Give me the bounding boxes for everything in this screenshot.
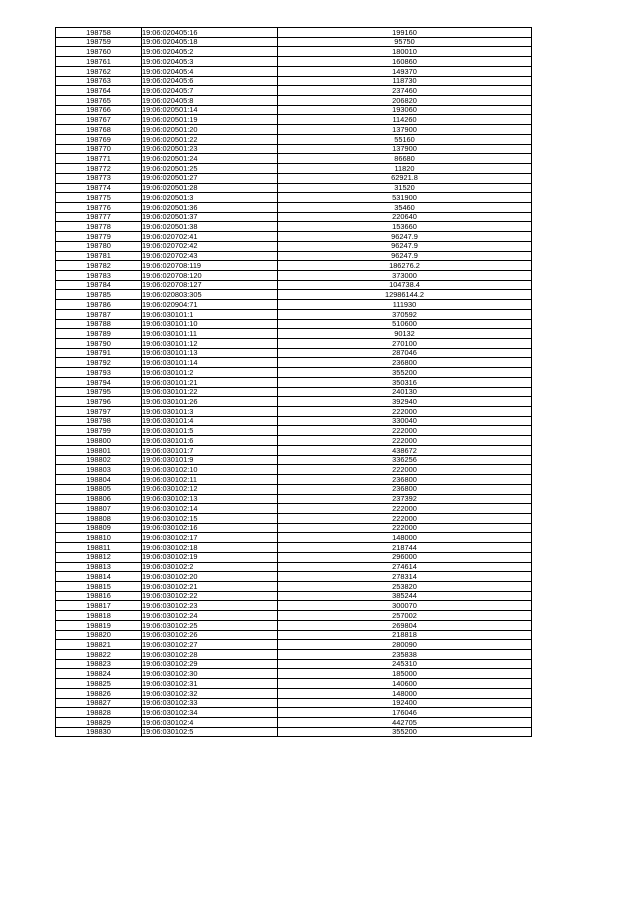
cadastral-number-cell: 19:06:020501:14 <box>142 105 278 115</box>
table-row <box>56 436 532 446</box>
cadastral-number-cell: 19:06:030101:3 <box>142 407 278 417</box>
value-cell: 90132 <box>278 329 532 339</box>
table-row <box>56 397 532 407</box>
row-number-cell: 198763 <box>56 76 142 86</box>
cadastral-number-cell: 19:06:020405:4 <box>142 66 278 76</box>
table-row <box>56 261 532 271</box>
cadastral-number-cell: 19:06:030101:14 <box>142 358 278 368</box>
row-number-cell: 198787 <box>56 309 142 319</box>
table-row <box>56 572 532 582</box>
value-cell: 104738.4 <box>278 280 532 290</box>
value-cell: 222000 <box>278 523 532 533</box>
cadastral-number-cell: 19:06:030102:31 <box>142 679 278 689</box>
table-row <box>56 339 532 349</box>
value-cell: 355200 <box>278 727 532 737</box>
table-row <box>56 523 532 533</box>
row-number-cell: 198814 <box>56 572 142 582</box>
cadastral-number-cell: 19:06:020501:24 <box>142 154 278 164</box>
row-number-cell: 198812 <box>56 552 142 562</box>
value-cell: 385244 <box>278 591 532 601</box>
cadastral-number-cell: 19:06:020501:22 <box>142 134 278 144</box>
cadastral-number-cell: 19:06:030101:6 <box>142 436 278 446</box>
row-number-cell: 198758 <box>56 28 142 38</box>
table-row <box>56 28 532 38</box>
row-number-cell: 198783 <box>56 270 142 280</box>
table-row <box>56 727 532 737</box>
row-number-cell: 198782 <box>56 261 142 271</box>
row-number-cell: 198819 <box>56 620 142 630</box>
value-cell: 149370 <box>278 66 532 76</box>
cadastral-number-cell: 19:06:030101:26 <box>142 397 278 407</box>
table-row <box>56 659 532 669</box>
row-number-cell: 198768 <box>56 125 142 135</box>
value-cell: 278314 <box>278 572 532 582</box>
value-cell: 350316 <box>278 377 532 387</box>
table-row <box>56 329 532 339</box>
row-number-cell: 198817 <box>56 601 142 611</box>
cadastral-number-cell: 19:06:030102:2 <box>142 562 278 572</box>
value-cell: 300070 <box>278 601 532 611</box>
cadastral-number-cell: 19:06:020501:3 <box>142 193 278 203</box>
row-number-cell: 198761 <box>56 57 142 67</box>
row-number-cell: 198784 <box>56 280 142 290</box>
value-cell: 438672 <box>278 445 532 455</box>
row-number-cell: 198800 <box>56 436 142 446</box>
table-body <box>56 28 532 737</box>
cadastral-number-cell: 19:06:020405:7 <box>142 86 278 96</box>
row-number-cell: 198822 <box>56 650 142 660</box>
row-number-cell: 198779 <box>56 232 142 242</box>
row-number-cell: 198796 <box>56 397 142 407</box>
cadastral-number-cell: 19:06:030102:12 <box>142 484 278 494</box>
row-number-cell: 198802 <box>56 455 142 465</box>
value-cell: 287046 <box>278 348 532 358</box>
value-cell: 274614 <box>278 562 532 572</box>
value-cell: 206820 <box>278 96 532 106</box>
cadastral-number-cell: 19:06:020702:43 <box>142 251 278 261</box>
table-row <box>56 504 532 514</box>
cadastral-number-cell: 19:06:020708:119 <box>142 261 278 271</box>
table-row <box>56 348 532 358</box>
cadastral-number-cell: 19:06:020702:41 <box>142 232 278 242</box>
value-cell: 12986144.2 <box>278 290 532 300</box>
cadastral-number-cell: 19:06:030102:13 <box>142 494 278 504</box>
value-cell: 218818 <box>278 630 532 640</box>
table-row <box>56 125 532 135</box>
value-cell: 199160 <box>278 28 532 38</box>
value-cell: 185000 <box>278 669 532 679</box>
table-row <box>56 47 532 57</box>
row-number-cell: 198788 <box>56 319 142 329</box>
row-number-cell: 198815 <box>56 581 142 591</box>
value-cell: 235838 <box>278 650 532 660</box>
cadastral-number-cell: 19:06:030101:1 <box>142 309 278 319</box>
row-number-cell: 198806 <box>56 494 142 504</box>
row-number-cell: 198793 <box>56 368 142 378</box>
value-cell: 160860 <box>278 57 532 67</box>
table-row <box>56 640 532 650</box>
row-number-cell: 198775 <box>56 193 142 203</box>
row-number-cell: 198813 <box>56 562 142 572</box>
cadastral-number-cell: 19:06:030101:10 <box>142 319 278 329</box>
table-row <box>56 183 532 193</box>
cadastral-number-cell: 19:06:030101:9 <box>142 455 278 465</box>
value-cell: 176046 <box>278 708 532 718</box>
value-cell: 186276.2 <box>278 261 532 271</box>
row-number-cell: 198829 <box>56 718 142 728</box>
cadastral-number-cell: 19:06:020708:120 <box>142 270 278 280</box>
table-row <box>56 115 532 125</box>
value-cell: 180010 <box>278 47 532 57</box>
table-row <box>56 387 532 397</box>
row-number-cell: 198830 <box>56 727 142 737</box>
row-number-cell: 198777 <box>56 212 142 222</box>
row-number-cell: 198776 <box>56 202 142 212</box>
cadastral-number-cell: 19:06:020904:71 <box>142 300 278 310</box>
row-number-cell: 198820 <box>56 630 142 640</box>
row-number-cell: 198798 <box>56 416 142 426</box>
cadastral-number-cell: 19:06:030102:14 <box>142 504 278 514</box>
table-row <box>56 416 532 426</box>
table-row <box>56 484 532 494</box>
value-cell: 222000 <box>278 504 532 514</box>
cadastral-number-cell: 19:06:030102:21 <box>142 581 278 591</box>
row-number-cell: 198773 <box>56 173 142 183</box>
row-number-cell: 198801 <box>56 445 142 455</box>
row-number-cell: 198789 <box>56 329 142 339</box>
cadastral-number-cell: 19:06:030101:21 <box>142 377 278 387</box>
table-row <box>56 407 532 417</box>
table-row <box>56 708 532 718</box>
value-cell: 370592 <box>278 309 532 319</box>
cadastral-number-cell: 19:06:030102:16 <box>142 523 278 533</box>
table-row <box>56 232 532 242</box>
cadastral-number-cell: 19:06:020501:37 <box>142 212 278 222</box>
cadastral-number-cell: 19:06:030102:28 <box>142 650 278 660</box>
row-number-cell: 198826 <box>56 688 142 698</box>
row-number-cell: 198791 <box>56 348 142 358</box>
row-number-cell: 198828 <box>56 708 142 718</box>
value-cell: 373000 <box>278 270 532 280</box>
value-cell: 237460 <box>278 86 532 96</box>
cadastral-number-cell: 19:06:030102:23 <box>142 601 278 611</box>
row-number-cell: 198762 <box>56 66 142 76</box>
table-row <box>56 105 532 115</box>
table-row <box>56 698 532 708</box>
row-number-cell: 198799 <box>56 426 142 436</box>
value-cell: 114260 <box>278 115 532 125</box>
cadastral-number-cell: 19:06:020405:2 <box>142 47 278 57</box>
cadastral-number-cell: 19:06:030102:20 <box>142 572 278 582</box>
value-cell: 55160 <box>278 134 532 144</box>
cadastral-number-cell: 19:06:020405:8 <box>142 96 278 106</box>
table-row <box>56 611 532 621</box>
table-row <box>56 57 532 67</box>
value-cell: 355200 <box>278 368 532 378</box>
table-row <box>56 202 532 212</box>
table-row <box>56 37 532 47</box>
row-number-cell: 198824 <box>56 669 142 679</box>
value-cell: 296000 <box>278 552 532 562</box>
table-row <box>56 319 532 329</box>
cadastral-number-cell: 19:06:030102:11 <box>142 475 278 485</box>
row-number-cell: 198821 <box>56 640 142 650</box>
table-row <box>56 494 532 504</box>
row-number-cell: 198827 <box>56 698 142 708</box>
cadastral-number-cell: 19:06:020803:305 <box>142 290 278 300</box>
table-row <box>56 465 532 475</box>
table-row <box>56 164 532 174</box>
cadastral-number-cell: 19:06:030102:26 <box>142 630 278 640</box>
table-row <box>56 144 532 154</box>
value-cell: 270100 <box>278 339 532 349</box>
value-cell: 62921.8 <box>278 173 532 183</box>
cadastral-number-cell: 19:06:020501:23 <box>142 144 278 154</box>
table-row <box>56 688 532 698</box>
cadastral-number-cell: 19:06:030102:19 <box>142 552 278 562</box>
row-number-cell: 198797 <box>56 407 142 417</box>
value-cell: 220640 <box>278 212 532 222</box>
table-row <box>56 679 532 689</box>
table-row <box>56 718 532 728</box>
table-row <box>56 241 532 251</box>
table-row <box>56 630 532 640</box>
cadastral-number-cell: 19:06:020501:36 <box>142 202 278 212</box>
cadastral-number-cell: 19:06:020702:42 <box>142 241 278 251</box>
row-number-cell: 198804 <box>56 475 142 485</box>
table-row <box>56 154 532 164</box>
cadastral-number-cell: 19:06:020501:27 <box>142 173 278 183</box>
cadastral-number-cell: 19:06:020405:6 <box>142 76 278 86</box>
row-number-cell: 198786 <box>56 300 142 310</box>
row-number-cell: 198805 <box>56 484 142 494</box>
value-cell: 95750 <box>278 37 532 47</box>
value-cell: 336256 <box>278 455 532 465</box>
row-number-cell: 198771 <box>56 154 142 164</box>
cadastral-number-cell: 19:06:030102:18 <box>142 543 278 553</box>
value-cell: 153660 <box>278 222 532 232</box>
value-cell: 240130 <box>278 387 532 397</box>
value-cell: 137900 <box>278 125 532 135</box>
table-row <box>56 212 532 222</box>
table-row <box>56 270 532 280</box>
value-cell: 31520 <box>278 183 532 193</box>
value-cell: 245310 <box>278 659 532 669</box>
row-number-cell: 198816 <box>56 591 142 601</box>
row-number-cell: 198807 <box>56 504 142 514</box>
value-cell: 236800 <box>278 475 532 485</box>
cadastral-value-table <box>55 27 532 737</box>
table-row <box>56 193 532 203</box>
table-row <box>56 358 532 368</box>
value-cell: 222000 <box>278 407 532 417</box>
row-number-cell: 198803 <box>56 465 142 475</box>
value-cell: 236800 <box>278 358 532 368</box>
table-row <box>56 368 532 378</box>
table-row <box>56 620 532 630</box>
cadastral-number-cell: 19:06:030102:34 <box>142 708 278 718</box>
cadastral-number-cell: 19:06:030102:24 <box>142 611 278 621</box>
value-cell: 222000 <box>278 436 532 446</box>
cadastral-number-cell: 19:06:030102:17 <box>142 533 278 543</box>
row-number-cell: 198774 <box>56 183 142 193</box>
cadastral-number-cell: 19:06:030102:30 <box>142 669 278 679</box>
value-cell: 330040 <box>278 416 532 426</box>
table-row <box>56 222 532 232</box>
cadastral-number-cell: 19:06:030102:29 <box>142 659 278 669</box>
table-row <box>56 543 532 553</box>
value-cell: 140600 <box>278 679 532 689</box>
row-number-cell: 198764 <box>56 86 142 96</box>
cadastral-number-cell: 19:06:030101:4 <box>142 416 278 426</box>
cadastral-number-cell: 19:06:020501:25 <box>142 164 278 174</box>
cadastral-number-cell: 19:06:030102:22 <box>142 591 278 601</box>
value-cell: 96247.9 <box>278 251 532 261</box>
row-number-cell: 198810 <box>56 533 142 543</box>
row-number-cell: 198825 <box>56 679 142 689</box>
table-row <box>56 86 532 96</box>
value-cell: 510600 <box>278 319 532 329</box>
row-number-cell: 198790 <box>56 339 142 349</box>
value-cell: 192400 <box>278 698 532 708</box>
cadastral-number-cell: 19:06:030102:25 <box>142 620 278 630</box>
value-cell: 269804 <box>278 620 532 630</box>
table-row <box>56 300 532 310</box>
table-row <box>56 251 532 261</box>
cadastral-number-cell: 19:06:020708:127 <box>142 280 278 290</box>
cadastral-number-cell: 19:06:030102:5 <box>142 727 278 737</box>
value-cell: 118730 <box>278 76 532 86</box>
value-cell: 96247.9 <box>278 232 532 242</box>
row-number-cell: 198808 <box>56 513 142 523</box>
value-cell: 253820 <box>278 581 532 591</box>
row-number-cell: 198760 <box>56 47 142 57</box>
value-cell: 236800 <box>278 484 532 494</box>
cadastral-number-cell: 19:06:020501:19 <box>142 115 278 125</box>
value-cell: 35460 <box>278 202 532 212</box>
cadastral-number-cell: 19:06:020405:3 <box>142 57 278 67</box>
cadastral-number-cell: 19:06:030101:13 <box>142 348 278 358</box>
row-number-cell: 198769 <box>56 134 142 144</box>
table-row <box>56 669 532 679</box>
cadastral-number-cell: 19:06:030101:7 <box>142 445 278 455</box>
row-number-cell: 198792 <box>56 358 142 368</box>
row-number-cell: 198823 <box>56 659 142 669</box>
table-row <box>56 552 532 562</box>
table-row <box>56 426 532 436</box>
row-number-cell: 198766 <box>56 105 142 115</box>
cadastral-number-cell: 19:06:030102:32 <box>142 688 278 698</box>
table-row <box>56 173 532 183</box>
cadastral-number-cell: 19:06:030101:12 <box>142 339 278 349</box>
cadastral-number-cell: 19:06:020501:38 <box>142 222 278 232</box>
row-number-cell: 198795 <box>56 387 142 397</box>
value-cell: 442705 <box>278 718 532 728</box>
value-cell: 148000 <box>278 533 532 543</box>
value-cell: 531900 <box>278 193 532 203</box>
value-cell: 137900 <box>278 144 532 154</box>
value-cell: 392940 <box>278 397 532 407</box>
row-number-cell: 198765 <box>56 96 142 106</box>
row-number-cell: 198772 <box>56 164 142 174</box>
row-number-cell: 198794 <box>56 377 142 387</box>
cadastral-number-cell: 19:06:030101:22 <box>142 387 278 397</box>
cadastral-number-cell: 19:06:030102:15 <box>142 513 278 523</box>
cadastral-number-cell: 19:06:030102:10 <box>142 465 278 475</box>
value-cell: 96247.9 <box>278 241 532 251</box>
row-number-cell: 198780 <box>56 241 142 251</box>
table-row <box>56 377 532 387</box>
row-number-cell: 198767 <box>56 115 142 125</box>
table-row <box>56 455 532 465</box>
value-cell: 111930 <box>278 300 532 310</box>
value-cell: 237392 <box>278 494 532 504</box>
table-row <box>56 96 532 106</box>
value-cell: 148000 <box>278 688 532 698</box>
table-row <box>56 66 532 76</box>
row-number-cell: 198811 <box>56 543 142 553</box>
cadastral-number-cell: 19:06:020501:28 <box>142 183 278 193</box>
cadastral-number-cell: 19:06:020501:20 <box>142 125 278 135</box>
cadastral-number-cell: 19:06:030102:4 <box>142 718 278 728</box>
row-number-cell: 198781 <box>56 251 142 261</box>
cadastral-number-cell: 19:06:030102:33 <box>142 698 278 708</box>
value-cell: 222000 <box>278 513 532 523</box>
cadastral-number-cell: 19:06:030101:2 <box>142 368 278 378</box>
cadastral-number-cell: 19:06:020405:16 <box>142 28 278 38</box>
table-row <box>56 581 532 591</box>
table-row <box>56 601 532 611</box>
row-number-cell: 198759 <box>56 37 142 47</box>
value-cell: 257002 <box>278 611 532 621</box>
table-row <box>56 290 532 300</box>
value-cell: 11820 <box>278 164 532 174</box>
value-cell: 218744 <box>278 543 532 553</box>
value-cell: 222000 <box>278 426 532 436</box>
cadastral-number-cell: 19:06:020405:18 <box>142 37 278 47</box>
row-number-cell: 198785 <box>56 290 142 300</box>
cadastral-number-cell: 19:06:030102:27 <box>142 640 278 650</box>
table-row <box>56 445 532 455</box>
value-cell: 280090 <box>278 640 532 650</box>
row-number-cell: 198770 <box>56 144 142 154</box>
table-row <box>56 650 532 660</box>
table-row <box>56 134 532 144</box>
value-cell: 86680 <box>278 154 532 164</box>
table-row <box>56 591 532 601</box>
cadastral-number-cell: 19:06:030101:11 <box>142 329 278 339</box>
row-number-cell: 198809 <box>56 523 142 533</box>
value-cell: 193060 <box>278 105 532 115</box>
row-number-cell: 198778 <box>56 222 142 232</box>
table-row <box>56 280 532 290</box>
value-cell: 222000 <box>278 465 532 475</box>
table-row <box>56 76 532 86</box>
row-number-cell: 198818 <box>56 611 142 621</box>
table-row <box>56 533 532 543</box>
cadastral-number-cell: 19:06:030101:5 <box>142 426 278 436</box>
table-row <box>56 562 532 572</box>
table-row <box>56 475 532 485</box>
table-row <box>56 513 532 523</box>
table-row <box>56 309 532 319</box>
